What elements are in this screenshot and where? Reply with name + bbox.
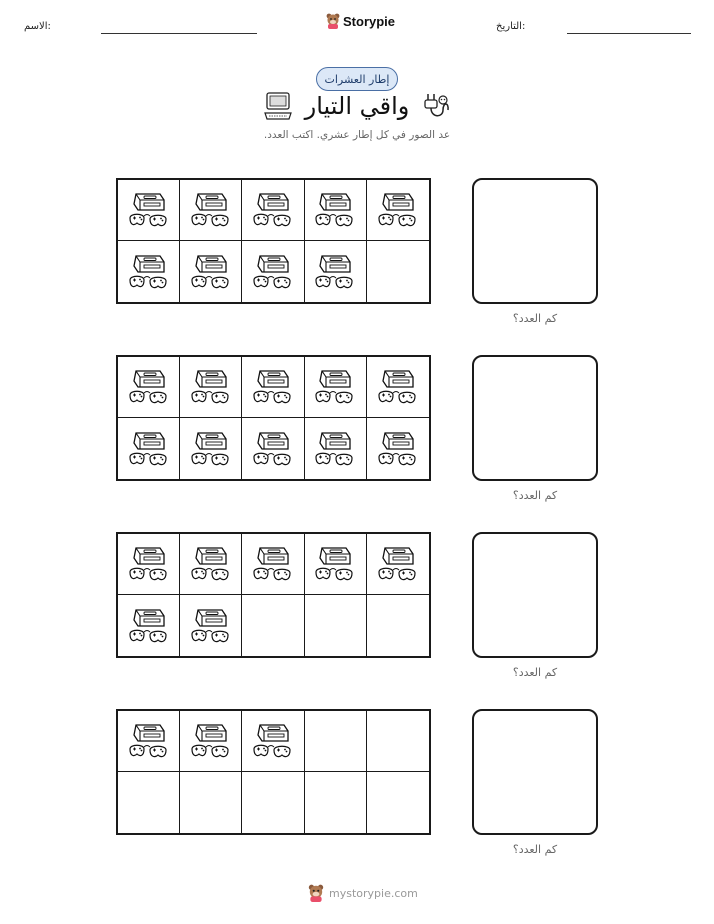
game-console-icon xyxy=(312,365,358,409)
ten-frame-cell xyxy=(180,241,242,302)
footer xyxy=(308,884,418,902)
computer-icon xyxy=(262,91,294,121)
count-question: كم العدد؟ xyxy=(512,312,558,325)
ten-frame xyxy=(116,532,431,658)
answer-box[interactable] xyxy=(472,355,598,481)
game-console-icon xyxy=(312,427,358,471)
game-console-icon xyxy=(126,427,172,471)
date-line[interactable] xyxy=(567,33,691,34)
game-console-icon xyxy=(375,188,421,232)
ten-frame-cell xyxy=(180,595,242,656)
ten-frame-cell xyxy=(180,180,242,241)
game-console-icon xyxy=(188,604,234,648)
ten-frame-cell xyxy=(305,418,367,479)
game-console-icon xyxy=(126,604,172,648)
brand-name: Storypie xyxy=(343,13,396,29)
game-console-icon xyxy=(188,719,234,763)
game-console-icon xyxy=(312,188,358,232)
page-title: واقي التيار xyxy=(304,92,410,120)
game-console-icon xyxy=(188,365,234,409)
ten-frame-cell xyxy=(118,595,180,656)
worksheet-badge: إطار العشرات xyxy=(316,67,398,91)
ten-frame xyxy=(116,178,431,304)
game-console-icon xyxy=(250,188,296,232)
ten-frame-cell xyxy=(180,357,242,418)
ten-frame-cell xyxy=(367,418,429,479)
ten-frame-cell xyxy=(367,180,429,241)
ten-frame-cell xyxy=(118,357,180,418)
ten-frame-cell xyxy=(242,418,304,479)
ten-frame-cell xyxy=(367,357,429,418)
game-console-icon xyxy=(126,365,172,409)
ten-frame-cell xyxy=(305,357,367,418)
game-console-icon xyxy=(312,542,358,586)
ten-frame-cell xyxy=(305,772,367,833)
ten-frame-cell xyxy=(118,418,180,479)
ten-frame-cell xyxy=(305,711,367,772)
ten-frame-cell xyxy=(118,772,180,833)
ten-frame-cell xyxy=(242,241,304,302)
game-console-icon xyxy=(188,542,234,586)
game-console-icon xyxy=(126,188,172,232)
ten-frame-cell xyxy=(305,534,367,595)
ten-frame-cell xyxy=(242,772,304,833)
game-console-icon xyxy=(250,427,296,471)
ten-frame-cell xyxy=(367,772,429,833)
game-console-icon xyxy=(250,542,296,586)
game-console-icon xyxy=(312,250,358,294)
game-console-icon xyxy=(126,719,172,763)
ten-frame-cell xyxy=(242,180,304,241)
game-console-icon xyxy=(126,250,172,294)
ten-frame-cell xyxy=(180,711,242,772)
ten-frame-cell xyxy=(118,711,180,772)
ten-frame-cell xyxy=(305,241,367,302)
footer-url[interactable]: mystorypie.com xyxy=(329,886,418,900)
ten-frame-cell xyxy=(367,595,429,656)
ten-frame-cell xyxy=(242,595,304,656)
ten-frame-cell xyxy=(367,241,429,302)
count-question: كم العدد؟ xyxy=(512,666,558,679)
answer-box[interactable] xyxy=(472,178,598,304)
answer-box[interactable] xyxy=(472,709,598,835)
ten-frame xyxy=(116,355,431,481)
ten-frame-cell xyxy=(242,711,304,772)
game-console-icon xyxy=(250,719,296,763)
date-label: التاريخ: xyxy=(496,21,526,32)
ten-frame-cell xyxy=(180,772,242,833)
ten-frame-cell xyxy=(180,418,242,479)
game-console-icon xyxy=(188,427,234,471)
ten-frame-cell xyxy=(242,534,304,595)
count-question: كم العدد؟ xyxy=(512,489,558,502)
ten-frame-cell xyxy=(305,595,367,656)
count-question: كم العدد؟ xyxy=(512,843,558,856)
game-console-icon xyxy=(375,427,421,471)
ten-frame-cell xyxy=(118,180,180,241)
game-console-icon xyxy=(250,365,296,409)
ten-frame xyxy=(116,709,431,835)
game-console-icon xyxy=(188,188,234,232)
bear-icon xyxy=(326,13,340,29)
answer-box[interactable] xyxy=(472,532,598,658)
ten-frame-cell xyxy=(367,711,429,772)
ten-frame-cell xyxy=(118,241,180,302)
game-console-icon xyxy=(250,250,296,294)
game-console-icon xyxy=(126,542,172,586)
bear-icon xyxy=(308,884,324,902)
name-label: الاسم: xyxy=(24,21,51,32)
ten-frame-cell xyxy=(242,357,304,418)
ten-frame-cell xyxy=(367,534,429,595)
game-console-icon xyxy=(375,365,421,409)
ten-frame-cell xyxy=(118,534,180,595)
game-console-icon xyxy=(188,250,234,294)
ten-frame-cell xyxy=(180,534,242,595)
ten-frame-cell xyxy=(305,180,367,241)
brand-logo xyxy=(326,13,395,29)
name-line[interactable] xyxy=(101,33,257,34)
plug-icon xyxy=(423,92,451,122)
game-console-icon xyxy=(375,542,421,586)
instructions: عد الصور في كل إطار عشري. اكتب العدد. xyxy=(263,129,451,141)
